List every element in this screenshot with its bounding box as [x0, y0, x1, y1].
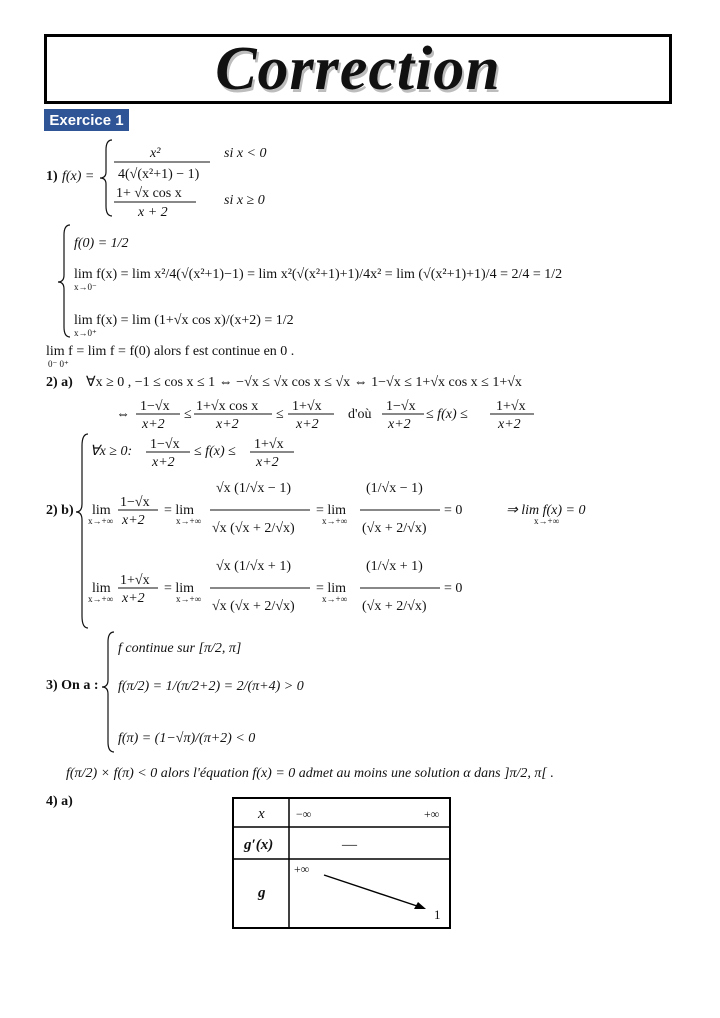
q2a-label: 2) a): [46, 375, 73, 390]
q2a-den-5: x+2: [498, 417, 521, 432]
q2a-line1: ∀x ≥ 0 , −1 ≤ cos x ≤ 1 ⇔ −√x ≤ √x cos x ≤ √x ⇔ 1−√x ≤ 1+√x cos x ≤ 1+√x: [86, 375, 522, 390]
q2b-lim-1: lim: [92, 503, 111, 518]
q3-label: 3) On a :: [46, 678, 99, 693]
svg-text:(1/√x − 1): (1/√x − 1): [366, 481, 423, 496]
svg-text:= lim: = lim: [164, 581, 195, 596]
svg-text:√x (1/√x + 1): √x (1/√x + 1): [216, 559, 291, 574]
svg-text:√x (√x + 2/√x): √x (√x + 2/√x): [212, 521, 295, 536]
q2a-frac-e-num: 1+√x: [496, 399, 526, 414]
q1-definition: [46, 140, 267, 220]
q2b-zero-1: = 0: [444, 503, 463, 518]
q1-lim-left: lim f(x) = lim x²/4(√(x²+1)−1) = lim x²(√(x²+1)+1)/4x² = lim (√(x²+1)+1)/4 = 2/4 = 1/2: [74, 267, 563, 282]
q2b-result: ⇒ lim f(x) = 0: [506, 503, 586, 518]
q2b-sub-2: x→+∞: [176, 516, 201, 526]
q2b-label: 2) b): [46, 503, 74, 518]
svg-text:≤: ≤: [276, 407, 284, 422]
svg-text:1+√x: 1+√x: [120, 573, 150, 588]
q2b-cond-den-a: x+2: [152, 455, 175, 470]
svg-text:x+2: x+2: [122, 591, 145, 606]
q2b-sub-6: x→+∞: [322, 594, 347, 604]
q1-conclusion-sub: 0⁻ 0⁺: [48, 359, 69, 369]
q2a-den-3: x+2: [296, 417, 319, 432]
q2b-cond-num-a: 1−√x: [150, 437, 180, 452]
q1-case1-den: 4(√(x²+1) − 1): [118, 167, 200, 182]
vtable-x-start: −∞: [296, 807, 312, 821]
q1-lim-right-sub: x→0⁺: [74, 328, 97, 338]
variation-table: [232, 797, 451, 929]
q2b-lim-2: lim: [92, 581, 111, 596]
q1-case2-num: 1+ √x cos x: [116, 186, 182, 201]
q1-case2-den: x + 2: [138, 205, 168, 220]
q2b-cond-fx: ≤ f(x) ≤: [194, 444, 236, 459]
q2b-sub-5: x→+∞: [176, 594, 201, 604]
q3-f-pi: f(π) = (1−√π)/(π+2) < 0: [118, 731, 256, 746]
q2a-frac-b-num: 1+√x cos x: [196, 399, 259, 414]
q1-label: 1): [46, 169, 58, 184]
q2a-dou: d'où: [348, 407, 372, 422]
svg-text:= lim: = lim: [164, 503, 195, 518]
svg-text:(1/√x + 1): (1/√x + 1): [366, 559, 423, 574]
svg-text:(√x + 2/√x): (√x + 2/√x): [362, 521, 427, 536]
q1-case2-cond: si x ≥ 0: [224, 193, 265, 208]
q1-f0: f(0) = 1/2: [74, 236, 129, 251]
q3-conclusion: f(π/2) × f(π) < 0 alors l'équation f(x) = 0 admet au moins une solution α dans ]π/2, π[ .: [66, 766, 554, 781]
q2a-frac-a-num: 1−√x: [140, 399, 170, 414]
q2b-cond: ∀x ≥ 0:: [90, 444, 133, 459]
svg-text:√x (1/√x − 1): √x (1/√x − 1): [216, 481, 291, 496]
q1-case1-cond: si x < 0: [224, 146, 267, 161]
vtable-g-end: 1: [434, 907, 441, 922]
q2a-frac-d-num: 1−√x: [386, 399, 416, 414]
q1-lim-left-sub: x→0⁻: [74, 282, 97, 292]
q3-f-half-pi: f(π/2) = 1/(π/2+2) = 2/(π+4) > 0: [118, 679, 304, 694]
q2a-frac-c-num: 1+√x: [292, 399, 322, 414]
q2b-cond-num-b: 1+√x: [254, 437, 284, 452]
q1-f-def: f(x) =: [62, 169, 95, 184]
q2b-cond-den-b: x+2: [256, 455, 279, 470]
q2b-sub-1: x→+∞: [88, 516, 113, 526]
q2b-sub-3: x→+∞: [322, 516, 347, 526]
q3-cont: f continue sur [π/2, π]: [118, 641, 242, 656]
q2a-fx: ≤ f(x) ≤: [426, 407, 468, 422]
vtable-x-label: x: [258, 806, 265, 822]
svg-text:(√x + 2/√x): (√x + 2/√x): [362, 599, 427, 614]
q4-label: 4) a): [46, 794, 73, 809]
q1-case1-num: x²: [150, 146, 161, 161]
svg-text:x+2: x+2: [122, 513, 145, 528]
vtable-sign: —: [342, 837, 357, 853]
page-title: Correction: [215, 35, 501, 103]
q2a-den-4: x+2: [388, 417, 411, 432]
vtable-g-label: g: [258, 885, 266, 901]
q2a-den-1: x+2: [142, 417, 165, 432]
q2b-sub-result: x→+∞: [534, 516, 559, 526]
q2a: [46, 375, 534, 432]
vtable-g-start: +∞: [294, 862, 310, 876]
vtable-arrow: [324, 875, 420, 907]
svg-text:= lim: = lim: [316, 503, 347, 518]
q2b: [46, 434, 586, 628]
vtable-gp-label: g′(x): [244, 837, 274, 853]
q1-lim-right: lim f(x) = lim (1+√x cos x)/(x+2) = 1/2: [74, 313, 294, 328]
q2b-zero-2: = 0: [444, 581, 463, 596]
q2b-sub-4: x→+∞: [88, 594, 113, 604]
vtable-x-end: +∞: [424, 807, 440, 821]
exercise-badge: Exercice 1: [44, 109, 129, 131]
q2a-equiv: ⇔: [116, 407, 130, 422]
q3: [46, 632, 554, 781]
svg-text:≤: ≤: [184, 407, 192, 422]
svg-text:√x (√x + 2/√x): √x (√x + 2/√x): [212, 599, 295, 614]
svg-text:1−√x: 1−√x: [120, 495, 150, 510]
q1-conclusion: lim f = lim f = f(0) alors f est continue en 0 .: [46, 344, 295, 359]
q1-continuity: [46, 225, 562, 369]
svg-text:= lim: = lim: [316, 581, 347, 596]
q2a-den-2: x+2: [216, 417, 239, 432]
